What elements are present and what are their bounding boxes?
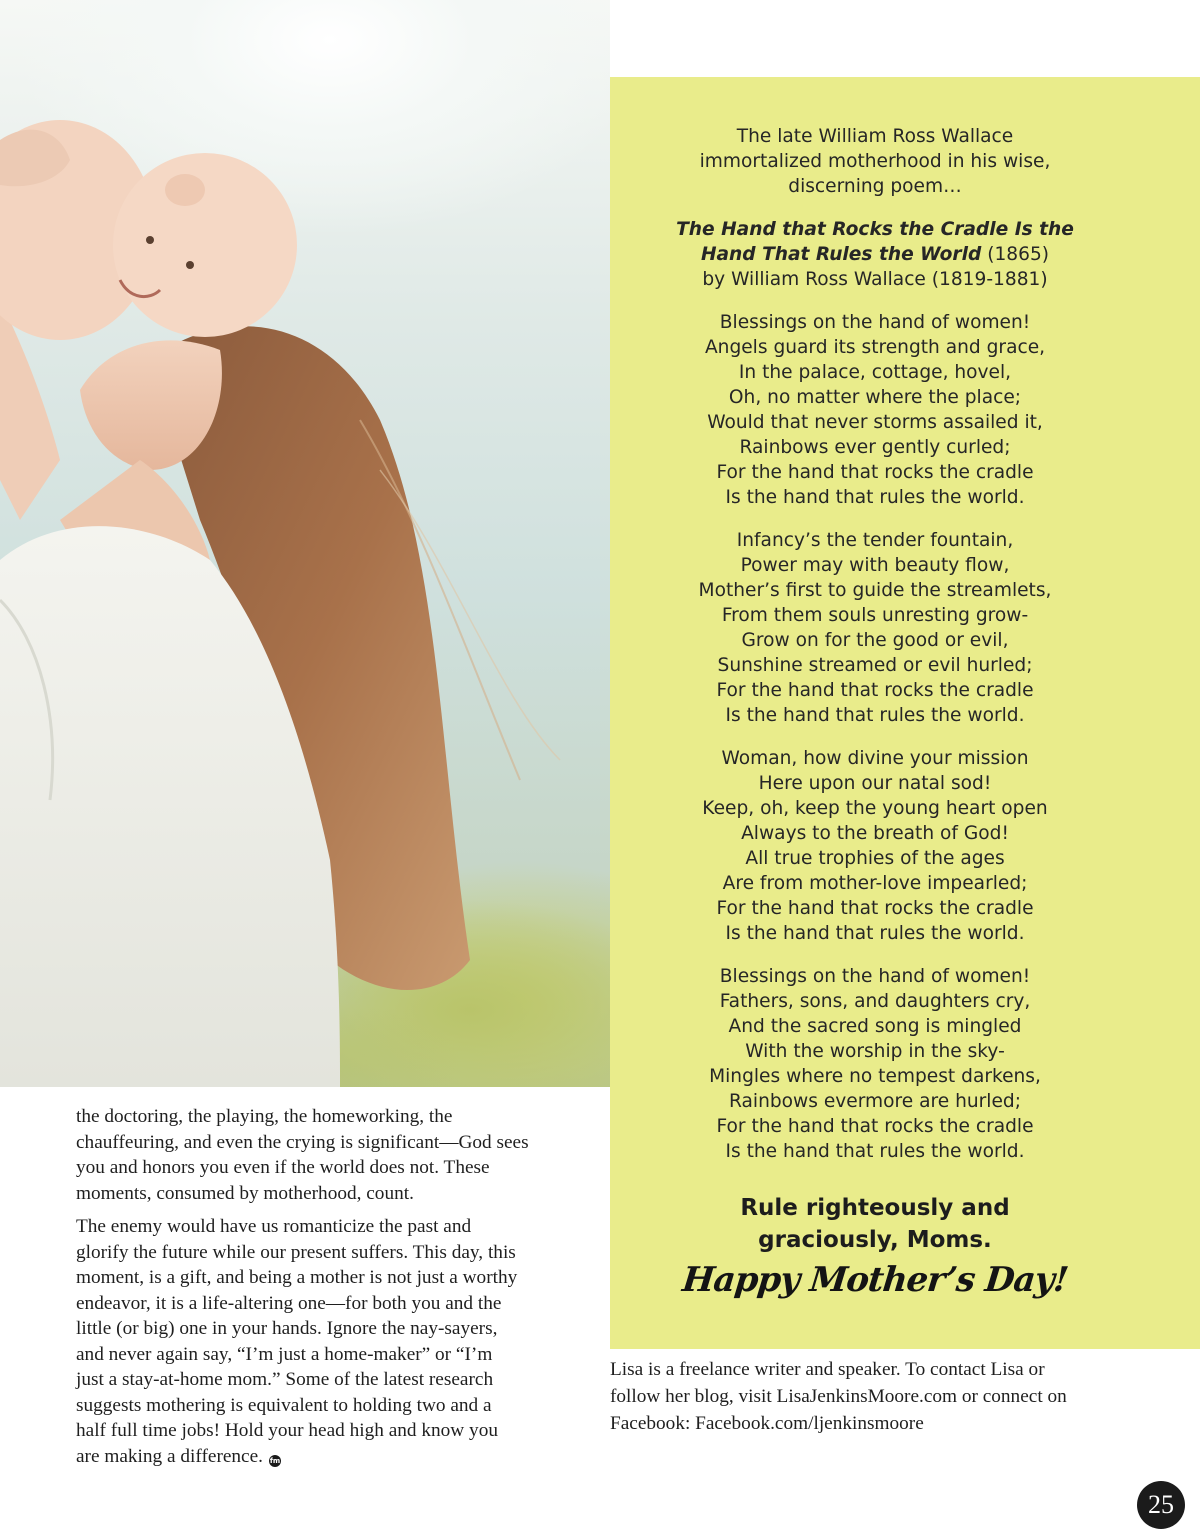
poem-line: Keep, oh, keep the young heart open	[702, 798, 1048, 819]
poem-line: Rainbows evermore are hurled;	[729, 1091, 1021, 1112]
poem-line: And the sacred song is mingled	[728, 1016, 1022, 1037]
end-mark-icon: fm	[269, 1456, 281, 1465]
poem-line: Is the hand that rules the world.	[725, 705, 1025, 726]
poem-line: Is the hand that rules the world.	[725, 1141, 1025, 1162]
article-line: chauffeuring, and even the crying is significant—God sees	[76, 1131, 529, 1153]
poem-byline: by William Ross Wallace (1819-1881)	[702, 269, 1048, 290]
article-body	[76, 1104, 596, 1477]
poem-line: Blessings on the hand of women!	[719, 312, 1031, 333]
article-line: are making a difference.	[76, 1445, 263, 1467]
article-line: The enemy would have us romanticize the past and	[76, 1216, 472, 1237]
bio-line: follow her blog, visit LisaJenkinsMoore.com or connect on	[610, 1386, 1067, 1407]
article-line: the doctoring, the playing, the homeworking, the	[76, 1106, 453, 1127]
poem-line: Here upon our natal sod!	[758, 773, 992, 794]
page-number-badge: 25	[1137, 1481, 1185, 1529]
article-line: moments, consumed by motherhood, count.	[76, 1182, 414, 1204]
poem-line: Mother’s first to guide the streamlets,	[698, 580, 1052, 601]
poem-line: Is the hand that rules the world.	[725, 487, 1025, 508]
poem-stanza-1	[610, 310, 1140, 510]
poem-year: (1865)	[981, 244, 1050, 265]
article-line: moment, is a gift, and being a mother is not just a worthy	[76, 1267, 518, 1288]
poem-line: All true trophies of the ages	[745, 848, 1005, 869]
article-line: half full time jobs! Hold your head high and know you	[76, 1420, 498, 1441]
poem-intro-line: discerning poem…	[788, 176, 962, 197]
poem-stanza-3	[610, 746, 1140, 946]
poem-line: For the hand that rocks the cradle	[716, 898, 1034, 919]
article-paragraph	[76, 1214, 596, 1469]
poem-line: Power may with beauty flow,	[740, 555, 1010, 576]
article-line: endeavor, it is a life-altering one—for both you and the	[76, 1292, 502, 1314]
poem-intro-line: The late William Ross Wallace	[736, 126, 1014, 147]
closing-message	[610, 1192, 1140, 1256]
article-line: glorify the future while our present suffers. This day, this	[76, 1241, 516, 1263]
poem-line: Would that never storms assailed it,	[707, 412, 1043, 433]
poem-line: Fathers, sons, and daughters cry,	[719, 991, 1031, 1012]
poem-line: In the palace, cottage, hovel,	[738, 362, 1012, 383]
mother-baby-photo	[0, 0, 610, 1087]
poem-stanza-4	[610, 964, 1140, 1164]
poem-intro-line: immortalized motherhood in his wise,	[699, 151, 1051, 172]
bio-line: Lisa is a freelance writer and speaker. To contact Lisa or	[610, 1359, 1045, 1380]
poem-title: The Hand that Rocks the Cradle Is the	[676, 219, 1074, 240]
article-line: and never again say, “I’m just a home-maker” or “I’m	[76, 1343, 493, 1365]
poem-line: For the hand that rocks the cradle	[716, 1116, 1034, 1137]
poem-line: Rainbows ever gently curled;	[739, 437, 1011, 458]
poem-line: Oh, no matter where the place;	[728, 387, 1022, 408]
closing-line: Rule righteously and	[740, 1195, 1010, 1221]
article-line: just a stay-at-home mom.” Some of the latest research	[76, 1369, 494, 1390]
poem-line: Woman, how divine your mission	[721, 748, 1029, 769]
photo-illustration	[0, 0, 610, 1087]
article-paragraph	[76, 1104, 596, 1206]
poem-line: Angels guard its strength and grace,	[704, 337, 1046, 358]
poem-line: Always to the breath of God!	[741, 823, 1009, 844]
poem-line: For the hand that rocks the cradle	[716, 462, 1034, 483]
poem-line: Grow on for the good or evil,	[741, 630, 1009, 651]
poem-line: Sunshine streamed or evil hurled;	[717, 655, 1033, 676]
bio-line: Facebook: Facebook.com/ljenkinsmoore	[610, 1413, 924, 1434]
article-line: suggests mothering is equivalent to holding two and a	[76, 1394, 492, 1416]
poem-line: Mingles where no tempest darkens,	[709, 1066, 1041, 1087]
poem-intro	[610, 124, 1140, 199]
poem-heading	[610, 217, 1140, 292]
poem-block	[610, 124, 1140, 1182]
poem-stanza-2	[610, 528, 1140, 728]
poem-title: Hand That Rules the World	[700, 244, 982, 265]
poem-line: Blessings on the hand of women!	[719, 966, 1031, 987]
poem-line: From them souls unresting grow-	[721, 605, 1029, 626]
poem-line: Are from mother-love impearled;	[722, 873, 1028, 894]
poem-line: Is the hand that rules the world.	[725, 923, 1025, 944]
closing-line: graciously, Moms.	[758, 1227, 992, 1253]
article-line: little (or big) one in your hands. Ignore the nay-sayers,	[76, 1318, 498, 1339]
happy-mothers-day-script: Happy Mother’s Day!	[680, 1260, 1070, 1300]
poem-line: Infancy’s the tender fountain,	[736, 530, 1014, 551]
article-line: you and honors you even if the world does not. These	[76, 1157, 490, 1178]
author-bio	[610, 1356, 1190, 1437]
poem-line: For the hand that rocks the cradle	[716, 680, 1034, 701]
poem-line: With the worship in the sky-	[745, 1041, 1005, 1062]
